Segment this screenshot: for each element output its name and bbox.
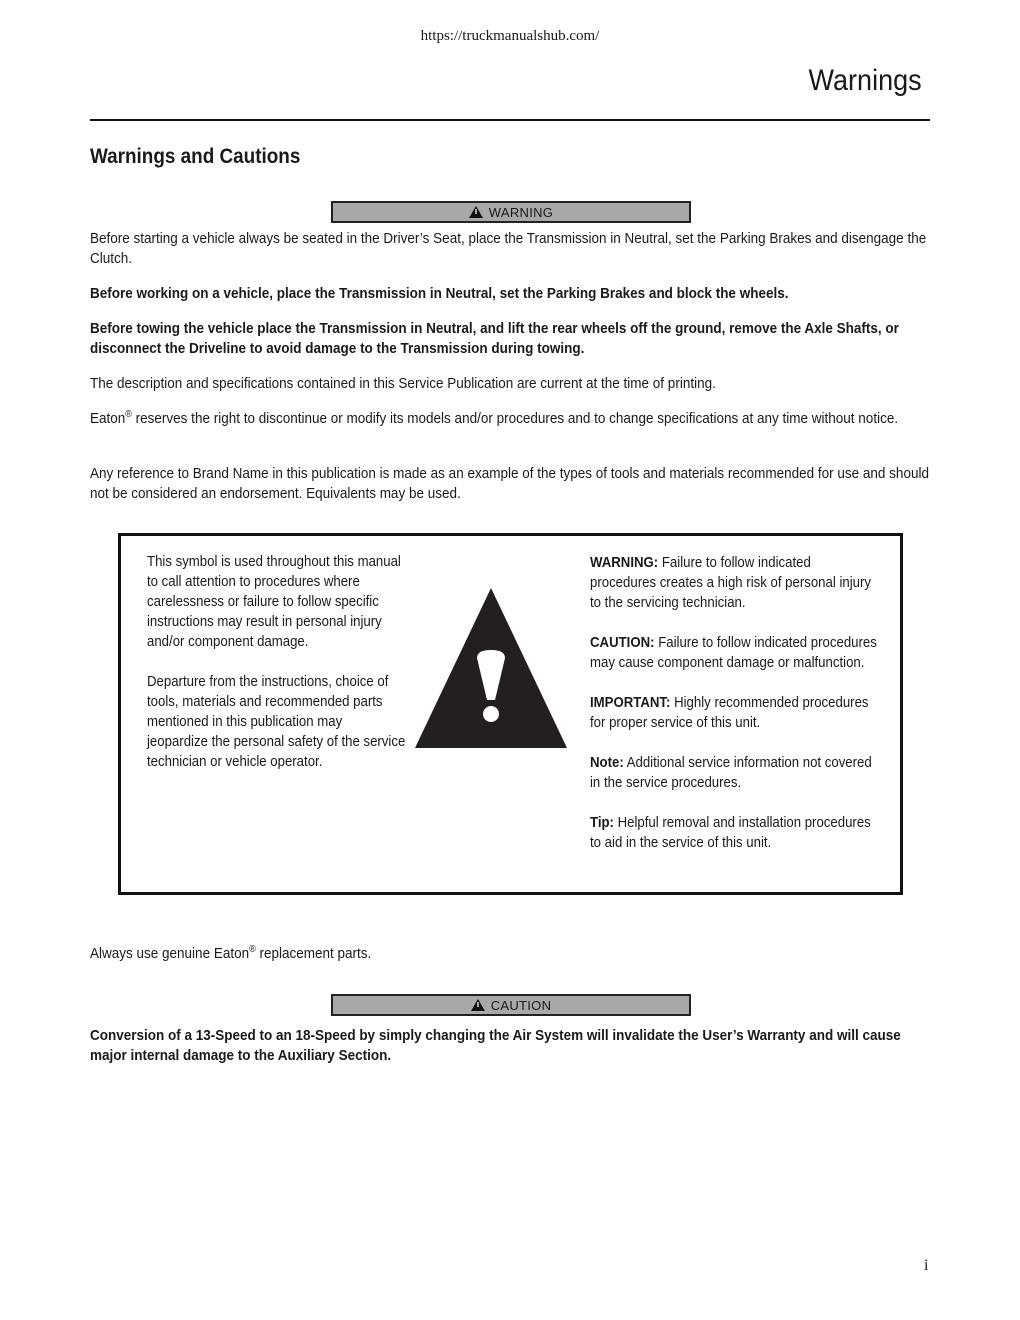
source-url: https://truckmanualshub.com/ [420, 28, 600, 44]
paragraph-towing: Before towing the vehicle place the Transmission in Neutral, and lift the rear wheels off the ground, remove the Axle Shafts, or disconnect the Driveline to avoid damage to the Transmission during towing. [90, 320, 899, 357]
definition-tip: Tip: Helpful removal and installation procedures to aid in the service of this unit. [590, 814, 871, 851]
paragraph-working-on-vehicle: Before working on a vehicle, place the Transmission in Neutral, set the Parking Brakes and block the wheels. [90, 285, 789, 302]
page-header-title: Warnings [808, 64, 922, 97]
caution-banner-label: CAUTION [490, 997, 552, 1013]
symbol-description-p2: Departure from the instructions, choice of tools, materials and recommended parts mentioned in this publication may jeopardize the personal safety of the service technician or vehicle operator. [147, 673, 406, 770]
paragraph-brand-reference: Any reference to Brand Name in this publication is made as an example of the types of tools and materials recommended for use and should not be considered an endorsement. Equivalents may be used. [90, 465, 929, 502]
warning-banner [331, 201, 691, 223]
rights-text: reserves the right to discontinue or modify its models and/or procedures and to change specifications at any time without notice. [131, 410, 899, 427]
warning-triangle-icon [471, 999, 485, 1011]
caution-banner [331, 994, 691, 1016]
exclamation-triangle-icon [415, 588, 567, 750]
warning-triangle-icon [469, 206, 483, 218]
symbol-legend-box [118, 533, 903, 895]
registered-mark: ® [125, 409, 132, 420]
symbol-description-p1: This symbol is used throughout this manual to call attention to procedures where carelessness or failure to follow specific instructions may result in personal injury and/or component damage. [147, 553, 401, 650]
registered-mark: ® [249, 944, 256, 955]
paragraph-genuine-parts: Always use genuine Eaton® replacement parts. [90, 944, 372, 962]
definition-important: IMPORTANT: Highly recommended procedures for proper service of this unit. [590, 694, 869, 731]
warning-banner-label: WARNING [488, 204, 554, 220]
paragraph-start-vehicle: Before starting a vehicle always be seated in the Driver’s Seat, place the Transmission in Neutral, set the Parking Brakes and disengage the Clutch. [90, 230, 927, 267]
definition-warning: WARNING: Failure to follow indicated procedures creates a high risk of personal injury to the servicing technician. [590, 554, 872, 611]
paragraph-rights [90, 409, 932, 429]
signal-word-definitions [590, 553, 880, 873]
definition-note: Note: Additional service information not covered in the service procedures. [590, 754, 872, 791]
brand-name: Eaton [90, 410, 126, 427]
symbol-description [147, 552, 407, 792]
paragraph-conversion-caution: Conversion of a 13-Speed to an 18-Speed by simply changing the Air System will invalidate the User’s Warranty and will cause major internal damage to the Auxiliary Section. [90, 1027, 901, 1064]
header-divider [90, 119, 930, 121]
page-number: i [924, 1257, 929, 1274]
section-title: Warnings and Cautions [90, 145, 301, 168]
paragraph-description: The description and specifications contained in this Service Publication are current at the time of printing. [90, 375, 716, 392]
definition-caution: CAUTION: Failure to follow indicated procedures may cause component damage or malfunction. [590, 634, 877, 671]
